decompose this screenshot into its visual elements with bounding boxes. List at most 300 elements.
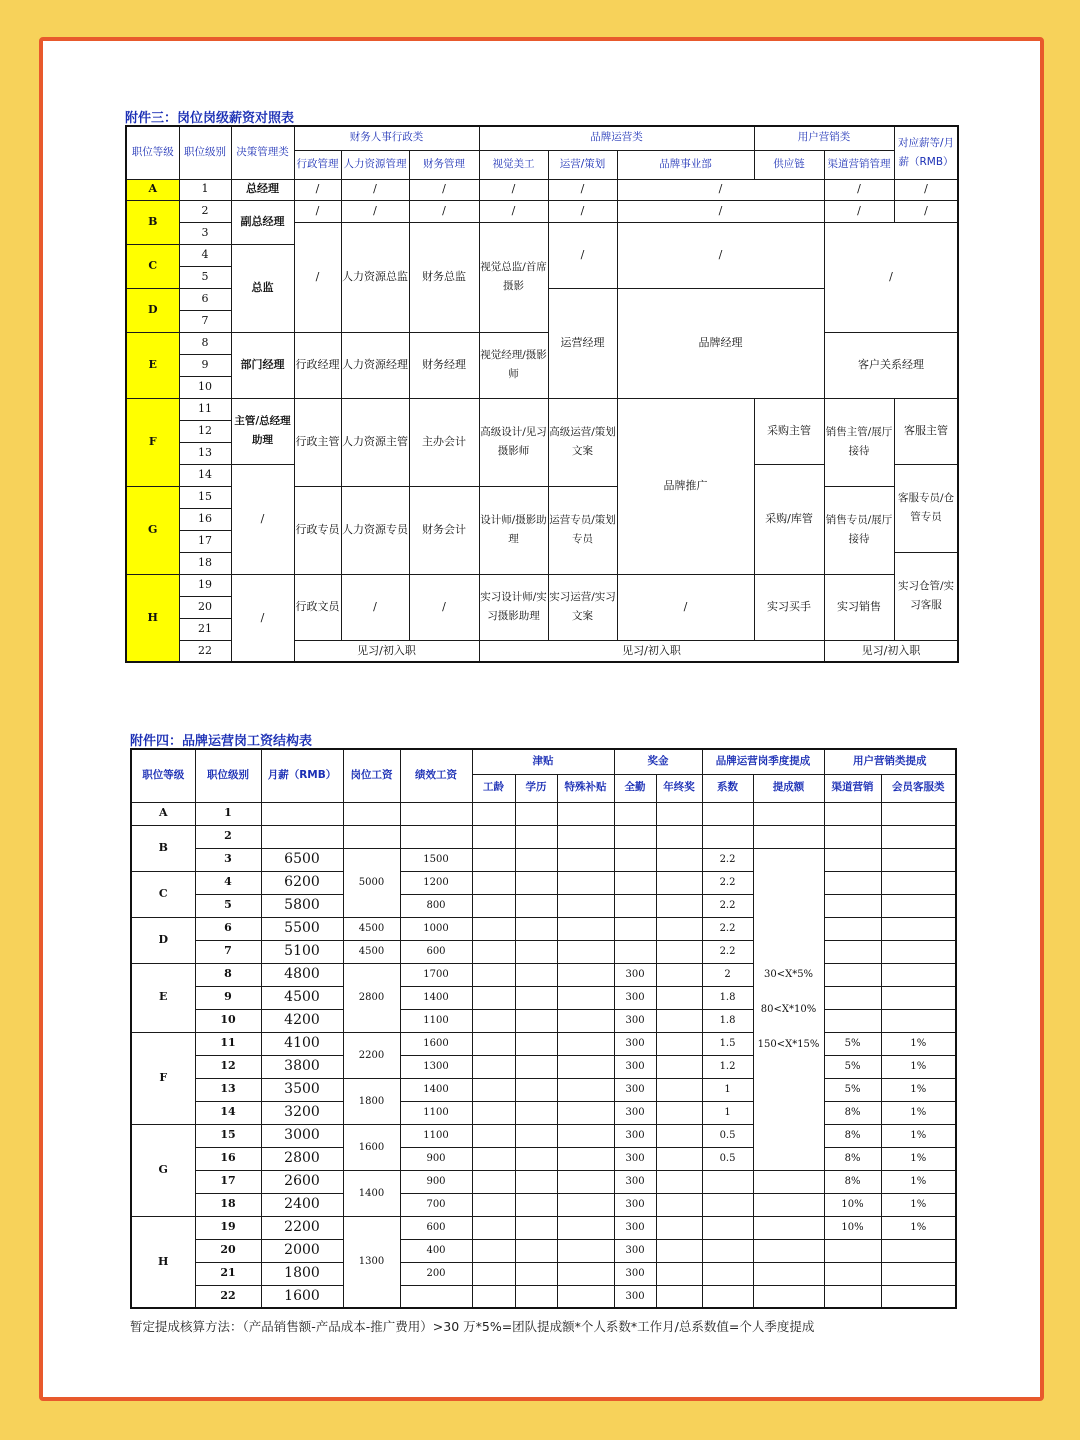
level-cell: 12	[179, 420, 231, 442]
commission-amount-cell	[753, 1193, 824, 1216]
perf-wage-cell: 1000	[400, 917, 472, 940]
level-cell: 10	[179, 376, 231, 398]
member-cs-cell: 1%	[881, 1101, 956, 1124]
member-cs-cell: 1%	[881, 1216, 956, 1239]
level-cell: 11	[179, 398, 231, 420]
coefficient-cell: 0.5	[702, 1147, 753, 1170]
grade-cell: A	[126, 179, 179, 200]
monthly-cell: 3000	[261, 1124, 343, 1147]
seniority-cell	[472, 1009, 515, 1032]
commission-amount-cell	[753, 802, 824, 825]
grade-cell: G	[126, 486, 179, 574]
seniority-cell	[472, 1101, 515, 1124]
table-row	[131, 894, 956, 917]
seniority-cell	[472, 1032, 515, 1055]
sub-header: 行政管理	[294, 150, 341, 179]
slash-cell: /	[294, 222, 341, 332]
member-cs-cell	[881, 848, 956, 871]
table-row	[131, 963, 956, 986]
header-bonus: 奖金	[614, 749, 702, 774]
attendance-cell: 300	[614, 1055, 656, 1078]
member-cs-cell	[881, 917, 956, 940]
slash-cell: /	[548, 222, 617, 288]
channel-cell: 10%	[824, 1216, 881, 1239]
attendance-cell: 300	[614, 1032, 656, 1055]
table4-title: 附件四：品牌运营岗工资结构表	[130, 734, 313, 749]
post-wage-cell: 5000	[343, 848, 400, 917]
slash-cell: /	[341, 574, 409, 640]
role-cell: 财务总监	[409, 222, 479, 332]
slash-cell: /	[409, 179, 479, 200]
coefficient-cell: 2.2	[702, 871, 753, 894]
special-allowance-cell	[557, 1124, 614, 1147]
slash-cell: /	[479, 179, 548, 200]
special-allowance-cell	[557, 1262, 614, 1285]
attendance-cell: 300	[614, 1285, 656, 1308]
special-allowance-cell	[557, 1032, 614, 1055]
table-row	[131, 1101, 956, 1124]
attendance-cell: 300	[614, 963, 656, 986]
sub-header: 工龄	[472, 774, 515, 802]
level-cell: 8	[179, 332, 231, 354]
commission-note: 暂定提成核算方法：（产品销售额-产品成本-推广费用）>30 万*5%=团队提成额*个人系数*工作月/总系数值=个人季度提成	[130, 1319, 815, 1334]
role-cell: 部门经理	[231, 332, 294, 398]
monthly-cell: 3500	[261, 1078, 343, 1101]
slash-cell: /	[617, 222, 824, 288]
grade-cell: D	[131, 917, 195, 963]
slash-cell: /	[824, 200, 894, 222]
education-cell	[515, 802, 557, 825]
education-cell	[515, 1193, 557, 1216]
special-allowance-cell	[557, 917, 614, 940]
seniority-cell	[472, 1170, 515, 1193]
level-cell: 2	[179, 200, 231, 222]
perf-wage-cell: 1200	[400, 871, 472, 894]
trainee-cell: 见习/初入职	[294, 640, 479, 662]
education-cell	[515, 1055, 557, 1078]
perf-wage-cell: 1400	[400, 1078, 472, 1101]
monthly-cell: 2600	[261, 1170, 343, 1193]
salary-grade-table	[125, 125, 959, 663]
special-allowance-cell	[557, 1078, 614, 1101]
role-cell: 行政主管	[294, 398, 341, 486]
year-end-bonus-cell	[656, 1055, 702, 1078]
commission-rule: 80<X*10%	[760, 1003, 817, 1015]
year-end-bonus-cell	[656, 963, 702, 986]
slash-cell: /	[617, 179, 824, 200]
channel-cell: 8%	[824, 1170, 881, 1193]
education-cell	[515, 1078, 557, 1101]
perf-wage-cell: 800	[400, 894, 472, 917]
channel-cell	[824, 1009, 881, 1032]
role-cell: 行政专员	[294, 486, 341, 574]
special-allowance-cell	[557, 1193, 614, 1216]
role-cell: 设计师/摄影助理	[479, 486, 548, 574]
perf-wage-cell: 1700	[400, 963, 472, 986]
channel-cell	[824, 1239, 881, 1262]
role-cell: 副总经理	[231, 200, 294, 244]
special-allowance-cell	[557, 1216, 614, 1239]
slash-cell: /	[548, 179, 617, 200]
sub-header: 全勤	[614, 774, 656, 802]
sub-header: 年终奖	[656, 774, 702, 802]
level-cell: 17	[195, 1170, 261, 1193]
seniority-cell	[472, 1147, 515, 1170]
level-cell: 9	[195, 986, 261, 1009]
slash-cell: /	[231, 574, 294, 662]
role-cell: 总经理	[231, 179, 294, 200]
special-allowance-cell	[557, 1055, 614, 1078]
level-cell: 5	[179, 266, 231, 288]
attendance-cell	[614, 802, 656, 825]
table-row	[131, 1078, 956, 1101]
sub-header: 财务管理	[409, 150, 479, 179]
level-cell: 13	[195, 1078, 261, 1101]
member-cs-cell	[881, 1262, 956, 1285]
perf-wage-cell: 1600	[400, 1032, 472, 1055]
education-cell	[515, 1239, 557, 1262]
attendance-cell: 300	[614, 1101, 656, 1124]
commission-amount-cell	[753, 825, 824, 848]
table-row	[131, 1239, 956, 1262]
education-cell	[515, 1170, 557, 1193]
sub-header: 渠道营销	[824, 774, 881, 802]
seniority-cell	[472, 1193, 515, 1216]
level-cell: 18	[195, 1193, 261, 1216]
member-cs-cell: 1%	[881, 1147, 956, 1170]
commission-amount-cell	[753, 1170, 824, 1193]
grade-cell: B	[131, 825, 195, 871]
role-cell: 客户关系经理	[824, 332, 958, 398]
coefficient-cell	[702, 1262, 753, 1285]
table-row	[131, 848, 956, 871]
post-wage-cell: 1400	[343, 1170, 400, 1216]
level-cell: 6	[195, 917, 261, 940]
monthly-cell: 4100	[261, 1032, 343, 1055]
education-cell	[515, 871, 557, 894]
perf-wage-cell: 1100	[400, 1124, 472, 1147]
special-allowance-cell	[557, 1239, 614, 1262]
header-monthly: 月薪（RMB）	[261, 749, 343, 802]
year-end-bonus-cell	[656, 1239, 702, 1262]
header-pos-level: 职位级别	[179, 126, 231, 179]
role-cell: 运营专员/策划专员	[548, 486, 617, 574]
attendance-cell	[614, 848, 656, 871]
attendance-cell: 300	[614, 986, 656, 1009]
sub-header: 运营/策划	[548, 150, 617, 179]
education-cell	[515, 825, 557, 848]
seniority-cell	[472, 917, 515, 940]
grade-cell: F	[131, 1032, 195, 1124]
seniority-cell	[472, 940, 515, 963]
seniority-cell	[472, 825, 515, 848]
level-cell: 22	[195, 1285, 261, 1308]
header-perf-wage: 绩效工资	[400, 749, 472, 802]
member-cs-cell: 1%	[881, 1078, 956, 1101]
attendance-cell: 300	[614, 1216, 656, 1239]
attendance-cell	[614, 917, 656, 940]
sub-header: 系数	[702, 774, 753, 802]
coefficient-cell	[702, 1285, 753, 1308]
role-cell: 品牌推广	[617, 398, 754, 574]
channel-cell: 8%	[824, 1147, 881, 1170]
year-end-bonus-cell	[656, 1124, 702, 1147]
header-fin: 财务人事行政类	[294, 126, 479, 150]
attendance-cell: 300	[614, 1009, 656, 1032]
grade-cell: E	[131, 963, 195, 1032]
special-allowance-cell	[557, 1009, 614, 1032]
level-cell: 22	[179, 640, 231, 662]
channel-cell	[824, 986, 881, 1009]
monthly-cell: 4500	[261, 986, 343, 1009]
level-cell: 5	[195, 894, 261, 917]
role-cell: 运营经理	[548, 288, 617, 398]
monthly-cell: 2400	[261, 1193, 343, 1216]
year-end-bonus-cell	[656, 917, 702, 940]
grade-cell: H	[126, 574, 179, 662]
attendance-cell: 300	[614, 1239, 656, 1262]
slash-cell: /	[824, 222, 958, 332]
seniority-cell	[472, 1262, 515, 1285]
header-allowance: 津贴	[472, 749, 614, 774]
sub-header: 品牌事业部	[617, 150, 754, 179]
role-cell: 行政经理	[294, 332, 341, 398]
table-row	[131, 1055, 956, 1078]
monthly-cell: 1600	[261, 1285, 343, 1308]
channel-cell: 10%	[824, 1193, 881, 1216]
member-cs-cell	[881, 940, 956, 963]
role-cell: 视觉总监/首席摄影	[479, 222, 548, 332]
trainee-cell: 见习/初入职	[824, 640, 958, 662]
coefficient-cell: 1.8	[702, 1009, 753, 1032]
slash-cell: /	[479, 200, 548, 222]
year-end-bonus-cell	[656, 1262, 702, 1285]
level-cell: 2	[195, 825, 261, 848]
level-cell: 17	[179, 530, 231, 552]
header-decision: 决策管理类	[231, 126, 294, 179]
table-row	[131, 1262, 956, 1285]
channel-cell	[824, 940, 881, 963]
level-cell: 13	[179, 442, 231, 464]
attendance-cell	[614, 894, 656, 917]
perf-wage-cell	[400, 802, 472, 825]
monthly-cell	[261, 825, 343, 848]
commission-amount-cell	[753, 1239, 824, 1262]
perf-wage-cell: 1400	[400, 986, 472, 1009]
table-row	[131, 986, 956, 1009]
level-cell: 16	[179, 508, 231, 530]
grade-cell: H	[131, 1216, 195, 1308]
level-cell: 4	[179, 244, 231, 266]
member-cs-cell	[881, 963, 956, 986]
role-cell: 人力资源总监	[341, 222, 409, 332]
year-end-bonus-cell	[656, 1078, 702, 1101]
member-cs-cell: 1%	[881, 1055, 956, 1078]
channel-cell	[824, 871, 881, 894]
channel-cell: 8%	[824, 1101, 881, 1124]
channel-cell: 8%	[824, 1124, 881, 1147]
role-cell: 采购/库管	[754, 464, 824, 574]
grade-cell: F	[126, 398, 179, 486]
channel-cell: 5%	[824, 1032, 881, 1055]
education-cell	[515, 1285, 557, 1308]
coefficient-cell	[702, 825, 753, 848]
attendance-cell	[614, 871, 656, 894]
slash-cell: /	[294, 200, 341, 222]
grade-cell: G	[131, 1124, 195, 1216]
table-row	[131, 1009, 956, 1032]
slash-cell: /	[294, 179, 341, 200]
attendance-cell: 300	[614, 1170, 656, 1193]
perf-wage-cell: 400	[400, 1239, 472, 1262]
slash-cell: /	[894, 179, 958, 200]
table-row	[131, 1285, 956, 1308]
member-cs-cell	[881, 1009, 956, 1032]
coefficient-cell: 1.2	[702, 1055, 753, 1078]
header-brand-commission: 品牌运营岗季度提成	[702, 749, 824, 774]
table-row	[131, 1147, 956, 1170]
special-allowance-cell	[557, 802, 614, 825]
level-cell: 3	[179, 222, 231, 244]
member-cs-cell	[881, 1285, 956, 1308]
role-cell: 高级设计/见习摄影师	[479, 398, 548, 486]
year-end-bonus-cell	[656, 1170, 702, 1193]
education-cell	[515, 963, 557, 986]
role-cell: 实习仓管/实习客服	[894, 552, 958, 640]
perf-wage-cell	[400, 825, 472, 848]
level-cell: 20	[195, 1239, 261, 1262]
education-cell	[515, 1124, 557, 1147]
channel-cell	[824, 917, 881, 940]
channel-cell	[824, 802, 881, 825]
level-cell: 11	[195, 1032, 261, 1055]
attendance-cell: 300	[614, 1193, 656, 1216]
role-cell: 总监	[231, 244, 294, 332]
coefficient-cell: 2.2	[702, 894, 753, 917]
monthly-cell: 2800	[261, 1147, 343, 1170]
table-row	[131, 1124, 956, 1147]
seniority-cell	[472, 963, 515, 986]
monthly-cell: 6200	[261, 871, 343, 894]
special-allowance-cell	[557, 986, 614, 1009]
monthly-cell: 2000	[261, 1239, 343, 1262]
level-cell: 1	[195, 802, 261, 825]
slash-cell: /	[341, 179, 409, 200]
role-cell: 实习运营/实习文案	[548, 574, 617, 640]
level-cell: 10	[195, 1009, 261, 1032]
level-cell: 15	[179, 486, 231, 508]
commission-amount-cell	[753, 1262, 824, 1285]
grade-cell: C	[126, 244, 179, 288]
member-cs-cell: 1%	[881, 1032, 956, 1055]
channel-cell	[824, 894, 881, 917]
education-cell	[515, 894, 557, 917]
role-cell: 客服主管	[894, 398, 958, 464]
grade-cell: E	[126, 332, 179, 398]
coefficient-cell: 2.2	[702, 940, 753, 963]
perf-wage-cell	[400, 1285, 472, 1308]
sub-header: 学历	[515, 774, 557, 802]
slash-cell: /	[409, 200, 479, 222]
monthly-cell: 3200	[261, 1101, 343, 1124]
grade-cell: B	[126, 200, 179, 244]
perf-wage-cell: 900	[400, 1170, 472, 1193]
special-allowance-cell	[557, 848, 614, 871]
post-wage-cell: 2800	[343, 963, 400, 1032]
level-cell: 15	[195, 1124, 261, 1147]
sub-header: 特殊补贴	[557, 774, 614, 802]
channel-cell	[824, 1285, 881, 1308]
member-cs-cell	[881, 986, 956, 1009]
perf-wage-cell: 700	[400, 1193, 472, 1216]
sub-header: 供应链	[754, 150, 824, 179]
role-cell: 品牌经理	[617, 288, 824, 398]
role-cell: 高级运营/策划文案	[548, 398, 617, 486]
seniority-cell	[472, 848, 515, 871]
table-row	[131, 802, 956, 825]
table-row	[131, 1170, 956, 1193]
member-cs-cell	[881, 825, 956, 848]
channel-cell	[824, 825, 881, 848]
seniority-cell	[472, 1124, 515, 1147]
channel-cell	[824, 963, 881, 986]
role-cell: 实习销售	[824, 574, 894, 640]
coefficient-cell: 1.5	[702, 1032, 753, 1055]
seniority-cell	[472, 871, 515, 894]
role-cell: 客服专员/仓管专员	[894, 464, 958, 552]
level-cell: 12	[195, 1055, 261, 1078]
year-end-bonus-cell	[656, 802, 702, 825]
post-wage-cell: 2200	[343, 1032, 400, 1078]
commission-rules-cell	[753, 848, 824, 1170]
monthly-cell: 5500	[261, 917, 343, 940]
role-cell: 财务经理	[409, 332, 479, 398]
table-row	[131, 871, 956, 894]
header-brand: 品牌运营类	[479, 126, 754, 150]
sub-header: 提成额	[753, 774, 824, 802]
level-cell: 7	[195, 940, 261, 963]
coefficient-cell	[702, 1216, 753, 1239]
special-allowance-cell	[557, 894, 614, 917]
monthly-cell: 4200	[261, 1009, 343, 1032]
seniority-cell	[472, 986, 515, 1009]
seniority-cell	[472, 1055, 515, 1078]
perf-wage-cell: 1500	[400, 848, 472, 871]
monthly-cell: 1800	[261, 1262, 343, 1285]
special-allowance-cell	[557, 1285, 614, 1308]
role-cell: 主管/总经理助理	[231, 398, 294, 464]
coefficient-cell: 1	[702, 1078, 753, 1101]
coefficient-cell: 1.8	[702, 986, 753, 1009]
role-cell: 视觉经理/摄影师	[479, 332, 548, 398]
post-wage-cell: 1800	[343, 1078, 400, 1124]
member-cs-cell: 1%	[881, 1170, 956, 1193]
slash-cell: /	[617, 200, 824, 222]
education-cell	[515, 1216, 557, 1239]
coefficient-cell	[702, 1239, 753, 1262]
header-salary: 对应薪等/月薪（RMB）	[894, 126, 958, 179]
perf-wage-cell: 600	[400, 1216, 472, 1239]
perf-wage-cell: 1100	[400, 1009, 472, 1032]
table-row	[131, 1032, 956, 1055]
level-cell: 20	[179, 596, 231, 618]
level-cell: 8	[195, 963, 261, 986]
seniority-cell	[472, 1285, 515, 1308]
level-cell: 4	[195, 871, 261, 894]
sub-header: 渠道营销管理	[824, 150, 894, 179]
level-cell: 19	[179, 574, 231, 596]
monthly-cell: 5100	[261, 940, 343, 963]
